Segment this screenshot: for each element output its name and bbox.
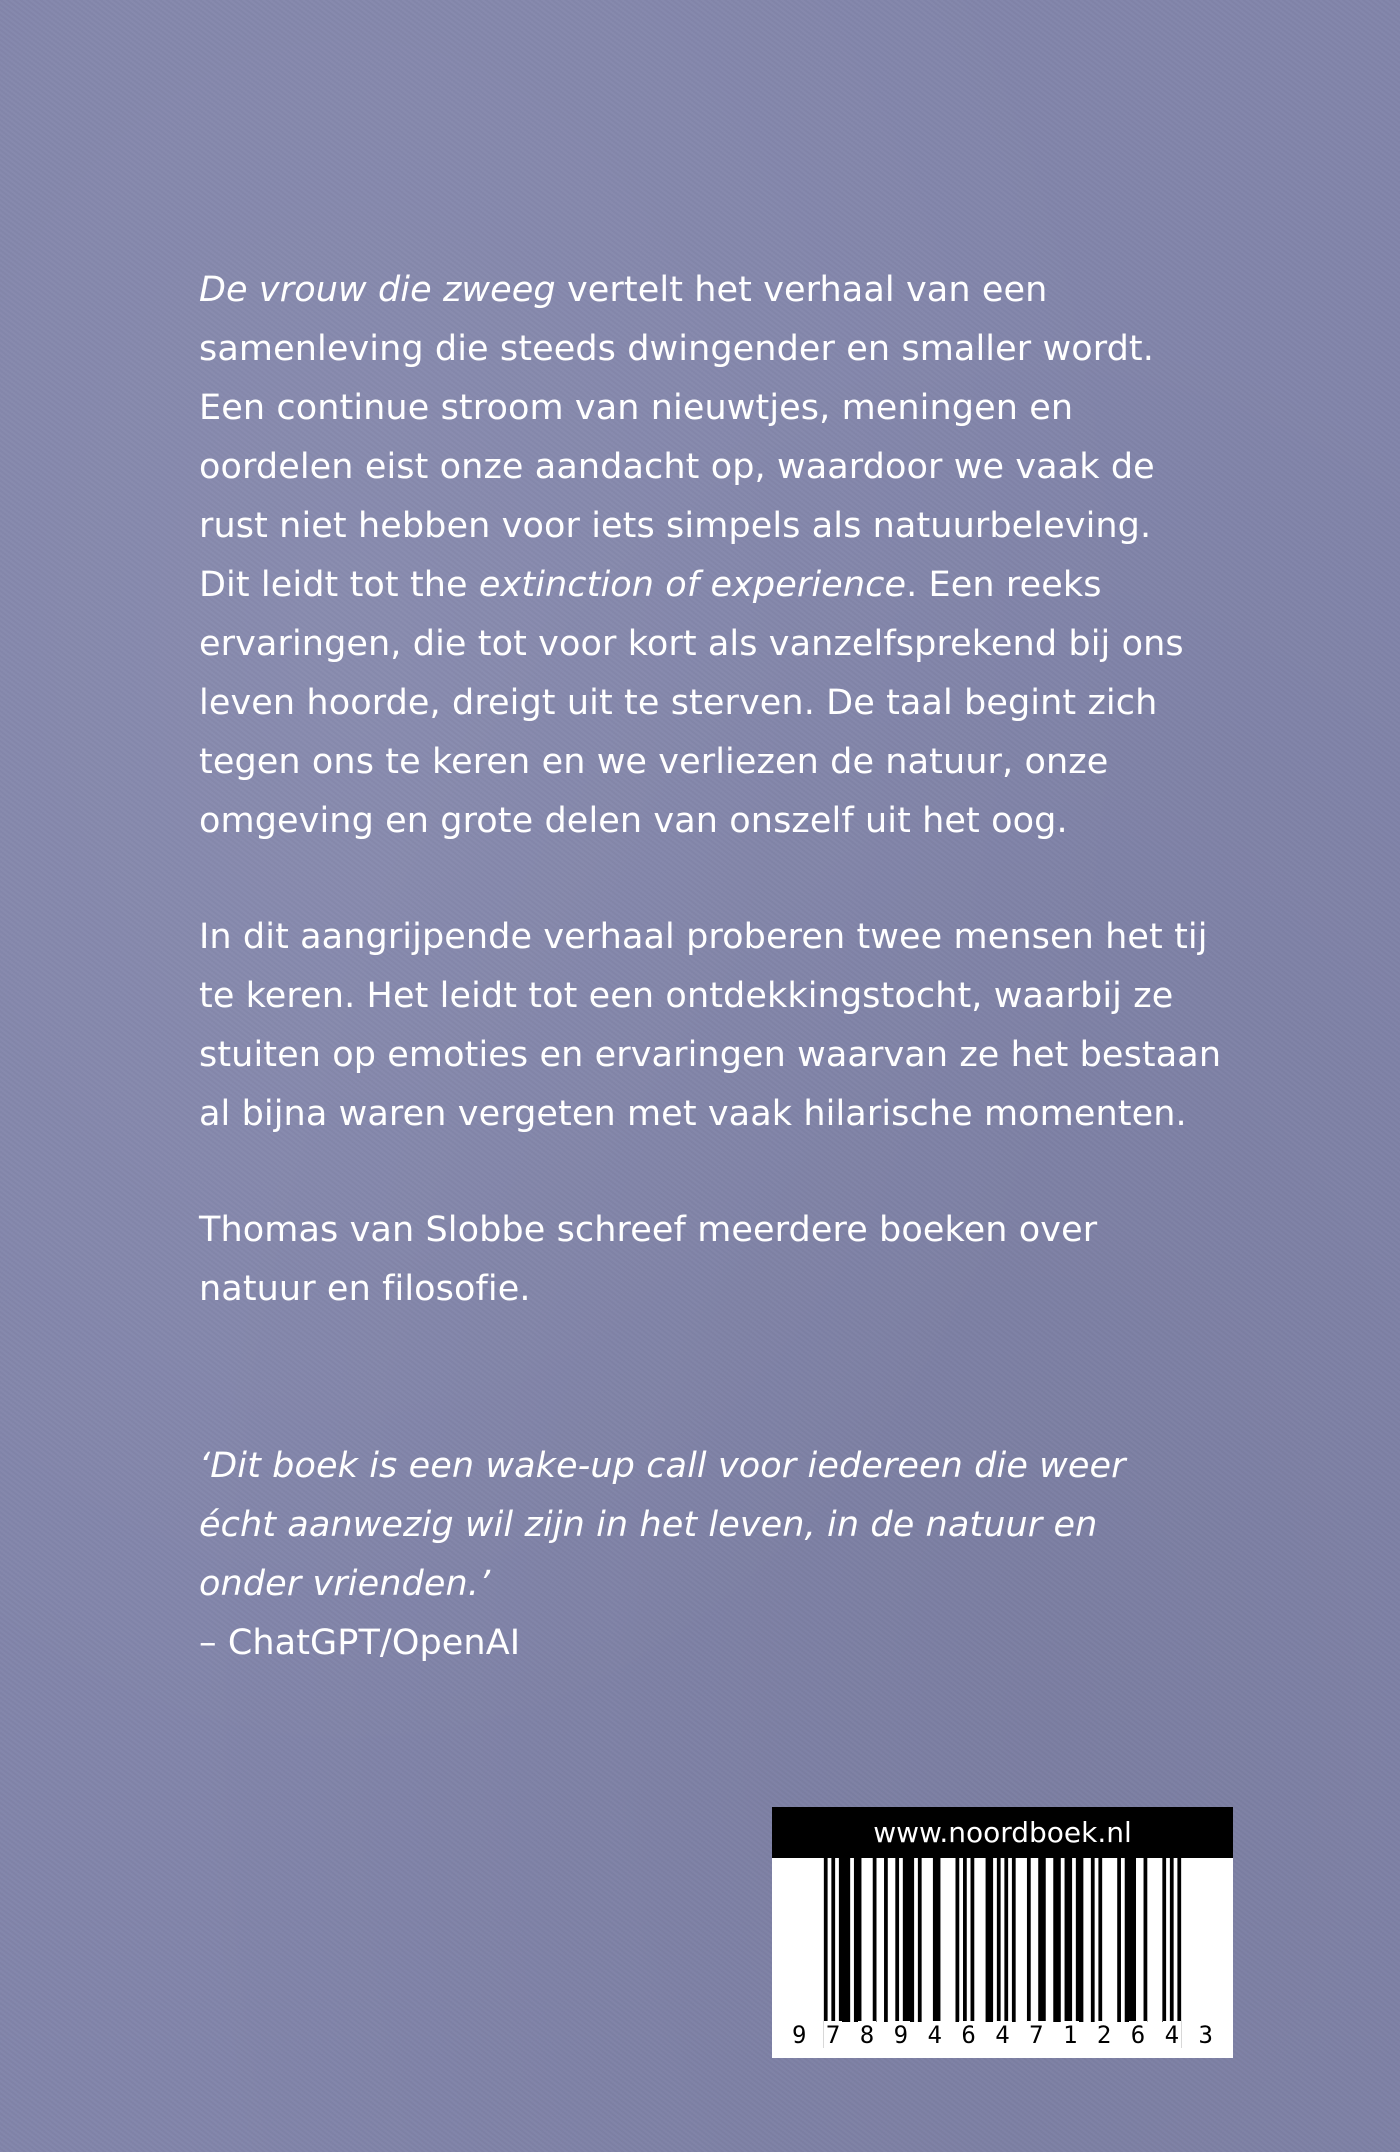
barcode-digit: 4 (927, 2021, 942, 2049)
blurb-line: stuiten op emoties en ervaringen waarvan ze het bestaan (199, 1035, 1222, 1075)
blurb-line: te keren. Het leidt tot een ontdekkingstocht, waarbij ze (199, 976, 1174, 1016)
barcode-guard-bar (1004, 1858, 1008, 2048)
blurb-line: natuur en filosofie. (199, 1269, 531, 1309)
barcode-bar (1076, 1858, 1084, 2022)
blurb-line: oordelen eist onze aandacht op, waardoor we vaak de (199, 447, 1155, 487)
barcode-bar (986, 1858, 994, 2022)
blurb-line: tegen ons te keren en we verliezen de natuur, onze (199, 742, 1109, 782)
barcode-guard-bar (824, 1858, 828, 2048)
blurb-line: Een continue stroom van nieuwtjes, meningen en (199, 388, 1074, 428)
blurb-paragraph-1 (199, 261, 1219, 851)
barcode-digit: 2 (1096, 2021, 1112, 2049)
barcode-bar (933, 1858, 941, 2022)
barcode-digit: 3 (1198, 2021, 1213, 2049)
barcode-bars (790, 1858, 1215, 2048)
barcode-bar (955, 1858, 959, 2022)
barcode-bar (1053, 1858, 1061, 2022)
barcode-bar (854, 1858, 862, 2022)
barcode-digit: 1 (1063, 2021, 1078, 2049)
barcode-digit: 8 (859, 2021, 875, 2049)
blurb-line: leven hoorde, dreigt uit te sterven. De taal begint zich (199, 683, 1158, 723)
barcode-digit: 9 (792, 2021, 807, 2049)
barcode-bar (1144, 1858, 1148, 2022)
barcode-digit: 6 (961, 2021, 976, 2049)
barcode-bar (895, 1858, 899, 2022)
barcode-bar (918, 1858, 922, 2022)
barcode-digit: 4 (995, 2021, 1010, 2049)
quote-line: écht aanwezig wil zijn in het leven, in de natuur en (199, 1505, 1098, 1545)
barcode-bar (1125, 1858, 1136, 2022)
barcode-guard-bar (1170, 1858, 1174, 2048)
barcode-digit: 6 (1130, 2021, 1146, 2049)
barcode-bar (971, 1858, 975, 2022)
barcode-guard-bar (1177, 1858, 1181, 2048)
blurb-line: Dit leidt tot the extinction of experience. Een reeks (199, 565, 1102, 605)
endorsement-quote (199, 1437, 1219, 1673)
barcode-bar (1117, 1858, 1121, 2022)
emphasis-phrase: extinction of experience (478, 565, 907, 605)
blurb-line: ervaringen, die tot voor kort als vanzelfsprekend bij ons (199, 624, 1184, 664)
blurb-line: al bijna waren vergeten met vaak hilarische momenten. (199, 1094, 1187, 1134)
barcode-guard-bar (831, 1858, 835, 2048)
author-bio (199, 1201, 1219, 1319)
barcode-digit: 7 (1029, 2021, 1044, 2049)
blurb-paragraph-2 (199, 908, 1222, 1144)
publisher-website: www.noordboek.nl (772, 1807, 1233, 1858)
barcode-digit: 4 (1164, 2021, 1180, 2049)
barcode-bar (1091, 1858, 1095, 2022)
quote-line: ‘Dit boek is een wake-up call voor iedereen die weer (199, 1446, 1126, 1486)
barcode-guard-bar (997, 1858, 1001, 2048)
isbn-digits (790, 2021, 1215, 2049)
blurb-line: rust niet hebben voor iets simpels als natuurbeleving. (199, 506, 1152, 546)
barcode-bar (873, 1858, 877, 2022)
quote-attribution: – ChatGPT/OpenAI (199, 1623, 521, 1663)
book-title: De vrouw die zweeg (199, 270, 556, 310)
barcode-bar (963, 1858, 967, 2022)
barcode-bar (884, 1858, 888, 2022)
barcode-bar (1038, 1858, 1046, 2022)
blurb-line: samenleving die steeds dwingender en smaller wordt. (199, 329, 1154, 369)
barcode-bar (1012, 1858, 1016, 2022)
barcode-bar (1098, 1858, 1102, 2022)
blurb-line: Thomas van Slobbe schreef meerdere boeken over (199, 1210, 1098, 1250)
isbn-barcode (772, 1807, 1233, 2058)
barcode-bar (1065, 1858, 1073, 2022)
quote-line: onder vrienden.’ (199, 1564, 491, 1604)
barcode-bar (903, 1858, 914, 2022)
blurb-line: omgeving en grote delen van onszelf uit het oog. (199, 801, 1068, 841)
blurb-line: In dit aangrijpende verhaal proberen twee mensen het tij (199, 917, 1208, 957)
barcode-digit: 9 (893, 2021, 909, 2049)
barcode-bar (839, 1858, 850, 2022)
blurb-line: De vrouw die zweeg vertelt het verhaal van een (199, 270, 1048, 310)
barcode-bar (1027, 1858, 1031, 2022)
barcode-digit: 7 (825, 2021, 841, 2049)
barcode-bar (1162, 1858, 1166, 2022)
